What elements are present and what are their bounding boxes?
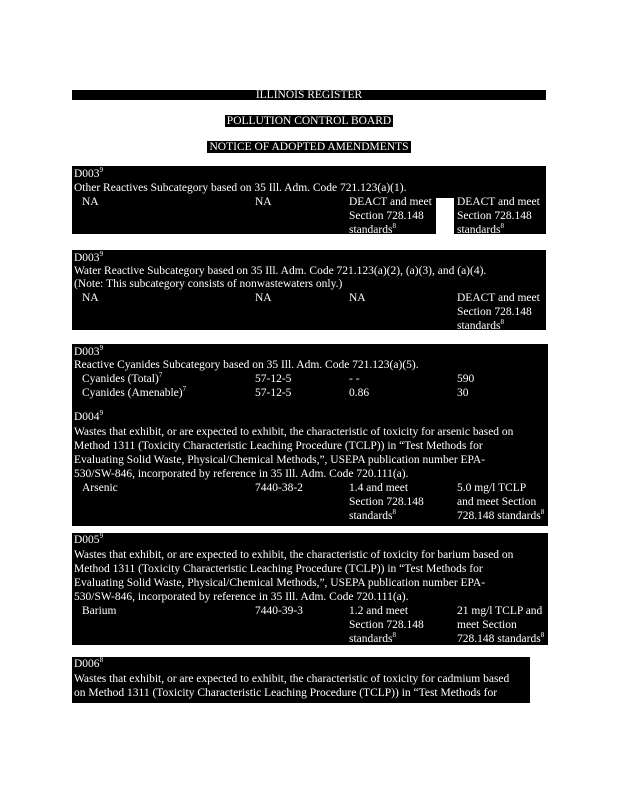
constituent-name: Barium [82, 605, 117, 617]
nonwastewater-standard: DEACT and meet Section 728.148 standards$^8$ [457, 292, 540, 332]
waste-description: Method 1311 (Toxicity Characteristic Leaching Procedure (TCLP)) in “Test Methods for [74, 440, 483, 452]
nonwastewater-standard: 21 mg/l TCLP and meet Section 728.148 standards$^8$ [457, 605, 545, 645]
waste-note: (Note: This subcategory consists of nonwastewaters only.) [74, 278, 343, 290]
notice-title: NOTICE OF ADOPTED AMENDMENTS [209, 141, 409, 153]
nonwastewater-standard: 5.0 mg/l TCLP and meet Section 728.148 standards$^8$ [457, 482, 545, 522]
cas-number: 57-12-5 [255, 387, 292, 399]
waste-description: Wastes that exhibit, or are expected to exhibit, the characteristic of toxicity for barium based on [74, 549, 514, 561]
constituent-name: NA [82, 292, 99, 304]
wastewater-standard: DEACT and meet Section 728.148 standards$^8$ [349, 196, 432, 236]
board-name: POLLUTION CONTROL BOARD [226, 115, 392, 127]
cas-number: 7440-39-3 [255, 605, 303, 617]
wastewater-standard: 1.4 and meet Section 728.148 standards$^8$ [349, 482, 424, 522]
waste-code: $D003^9$ [74, 344, 104, 358]
wastewater-standard: - - [349, 373, 360, 385]
waste-code: $D006^8$ [74, 656, 104, 670]
waste-description: on Method 1311 (Toxicity Characteristic Leaching Procedure (TCLP)) in “Test Methods for [74, 687, 498, 699]
waste-code: $D003^9$ [74, 250, 104, 264]
nonwastewater-standard: DEACT and meet Section 728.148 standards$^8$ [457, 196, 540, 236]
nonwastewater-standard: 30 [457, 387, 469, 399]
wastewater-standard: 1.2 and meet Section 728.148 standards$^8$ [349, 605, 424, 645]
waste-code: $D005^9$ [74, 532, 104, 546]
nonwastewater-standard: 590 [457, 373, 475, 385]
wastewater-standard: 0.86 [349, 387, 370, 399]
waste-description: 530/SW-846, incorporated by reference in 35 Ill. Adm. Code 720.111(a). [74, 591, 409, 603]
cas-number: NA [255, 196, 272, 208]
constituent-name: Cyanides (Amenable)$^7$ [82, 385, 187, 399]
wastewater-standard: NA [349, 292, 366, 304]
constituent-name: Cyanides (Total)$^7$ [82, 371, 163, 385]
waste-description: Evaluating Solid Waste, Physical/Chemical Methods,”, USEPA publication number EPA- [74, 454, 486, 466]
waste-description: Reactive Cyanides Subcategory based on 35 Ill. Adm. Code 721.123(a)(5). [74, 359, 419, 371]
cas-number: 7440-38-2 [255, 482, 303, 494]
waste-description: Wastes that exhibit, or are expected to exhibit, the characteristic of toxicity for cadmium based [74, 673, 510, 685]
waste-code: $D003^9$ [74, 166, 104, 180]
waste-description: Water Reactive Subcategory based on 35 Ill. Adm. Code 721.123(a)(2), (a)(3), and (a)(4). [74, 265, 487, 277]
waste-description: Wastes that exhibit, or are expected to exhibit, the characteristic of toxicity for arsenic based on [74, 426, 514, 438]
cas-number: NA [255, 292, 272, 304]
register-title: ILLINOIS REGISTER [255, 89, 363, 101]
waste-description: Other Reactives Subcategory based on 35 Ill. Adm. Code 721.123(a)(1). [74, 182, 407, 194]
waste-description: Method 1311 (Toxicity Characteristic Leaching Procedure (TCLP)) in “Test Methods for [74, 563, 483, 575]
waste-description: Evaluating Solid Waste, Physical/Chemical Methods,”, USEPA publication number EPA- [74, 577, 486, 589]
waste-code: $D004^9$ [74, 409, 104, 423]
waste-description: 530/SW-846, incorporated by reference in 35 Ill. Adm. Code 720.111(a). [74, 468, 409, 480]
constituent-name: NA [82, 196, 99, 208]
cas-number: 57-12-5 [255, 373, 292, 385]
constituent-name: Arsenic [82, 482, 118, 494]
